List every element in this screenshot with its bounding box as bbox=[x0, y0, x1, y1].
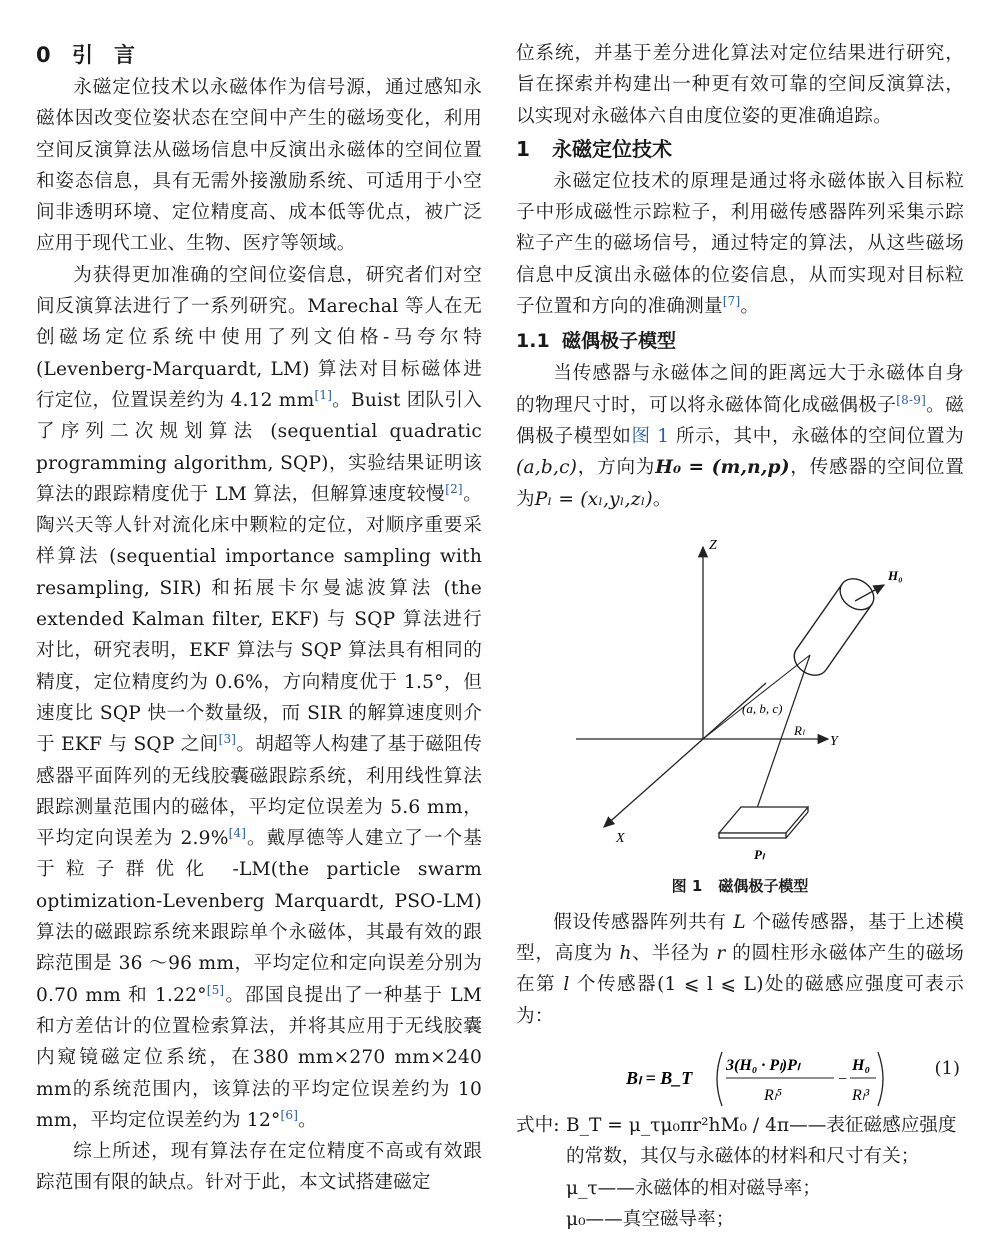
right-column bbox=[516, 38, 964, 1235]
intro-paragraph-3: 综上所述，现有算法存在定位精度不高或有效跟踪范围有限的缺点。针对于此，本文试搭建磁定 bbox=[36, 1141, 482, 1194]
citation[interactable]: [1] bbox=[314, 387, 333, 402]
subsection-heading-1-1 bbox=[516, 324, 964, 358]
citation[interactable]: [6] bbox=[280, 1107, 299, 1122]
section-heading-intro bbox=[36, 38, 482, 72]
text-segment: 的圆柱形永磁体产生的磁场在第 bbox=[516, 943, 964, 996]
text-segment: 为获得更加准确的空间位姿信息，研究者们对空间反演算法进行了一系列研究。Marechal 等人在无创磁场定位系统中使用了列文伯格-马夸尔特 (Levenberg-Marquardt, LM) 算法对目标磁体进行定位，位置误差约为 4.12 mm bbox=[36, 264, 482, 411]
text-segment: 个磁传感器，基于上述模型，高度为 bbox=[516, 911, 964, 965]
figure-dipole-model bbox=[516, 527, 964, 873]
math-direction: H₀ = (m,n,p) bbox=[655, 457, 790, 479]
caption-number: 图 1 bbox=[671, 876, 703, 895]
where-item-mu-0: μ₀——真空磁导率； bbox=[566, 1208, 735, 1230]
equation-denominator-1: Rₗ⁵ bbox=[764, 1087, 782, 1105]
intro-paragraph-continued: 位系统，并基于差分进化算法对定位结果进行研究，旨在探索并构建出一种更有效可靠的空间反演算法，以实现对永磁体六自由度位姿的更准确追踪。 bbox=[516, 43, 964, 127]
citation[interactable]: [4] bbox=[228, 825, 247, 840]
section-number: 0 bbox=[36, 43, 51, 67]
rl-label: Rₗ bbox=[794, 722, 805, 738]
text-segment: 。 bbox=[652, 488, 672, 510]
dipole-diagram bbox=[516, 527, 964, 873]
pl-label: Pₗ bbox=[754, 846, 765, 862]
text-segment: 。邵国良提出了一种基于 LM 和方差估计的位置检索算法，并将其应用于无线胶囊内窥镜磁定位系统，在380 mm×270 mm×240 mm的系统范围内，该算法的平均定位误差约为 10 mm，平均定位误差约为 12° bbox=[36, 984, 482, 1131]
text-segment: 。 bbox=[298, 1109, 317, 1131]
text-segment: 。陶兴天等人针对流化床中颗粒的定位，对顺序重要采样算法 (sequential importance sampling with resampling, SIR) 和拓展卡尔曼滤波算法 (the extended Kalman filter, EKF) 与 SQP 算法进行对比，研究表明，EKF 算法与 SQP 算法具有相同的精度，定位精度约为 0.6%，方向精度优于 1.5°，但速度比 SQP 快一个数量级，而 SIR 的解算速度则介于 EKF 与 SQP 之间 bbox=[36, 483, 482, 756]
equation-lhs: Bₗ = B_T bbox=[626, 1068, 693, 1089]
equation-numerator-1: 3(H₀ · Pₗ)Pₗ bbox=[726, 1057, 800, 1075]
z-axis-label: Z bbox=[709, 537, 717, 553]
text-segment: 。戴厚德等人建立了一个基于粒子群优化 -LM(the particle swarm optimization-Levenberg Marquardt, PSO-LM) 算法的磁跟踪系统来跟踪单个永磁体，其最有效的跟踪范围是 36 ～96 mm，平均定位和定向误差分别为 0.70 mm 和 1.22° bbox=[36, 828, 482, 1006]
text-segment: 、半径为 bbox=[631, 943, 717, 965]
figure-reference-link[interactable]: 图 1 bbox=[631, 425, 670, 447]
citation[interactable]: [2] bbox=[445, 481, 463, 496]
x-axis-label: X bbox=[616, 830, 625, 846]
subsection-paragraph bbox=[516, 358, 964, 514]
figure-caption bbox=[516, 875, 964, 897]
text-segment: ，方向为 bbox=[577, 457, 656, 479]
text-segment: 个传感器(1 ⩽ l ⩽ L)处的磁感应强度可表示为： bbox=[516, 974, 964, 1027]
citation[interactable]: [3] bbox=[218, 732, 237, 747]
equation-denominator-2: Rₗ³ bbox=[852, 1087, 870, 1105]
caption-text: 磁偶极子模型 bbox=[718, 876, 809, 895]
text-segment: 所示，其中，永磁体的空间位置为 bbox=[669, 425, 964, 447]
equation-number: (1) bbox=[934, 1058, 960, 1080]
text-segment: 。Buist 团队引入了序列二次规划算法 (sequential quadratic programming algorithm, SQP)，实验结果证明该算法的跟踪精度优于 LM 算法，但解算速度较慢 bbox=[36, 389, 482, 505]
text-segment: 。 bbox=[740, 296, 760, 318]
math-var: h bbox=[619, 943, 632, 965]
cylinder-magnet bbox=[788, 572, 879, 681]
equation-numerator-2: H₀ bbox=[852, 1057, 871, 1075]
citation[interactable]: [7] bbox=[722, 293, 741, 308]
subsection-title: 磁偶极子模型 bbox=[562, 330, 677, 353]
text-segment: 当传感器与永磁体之间的距离远大于永磁体自身的物理尺寸时，可以将永磁体简化成磁偶极子 bbox=[516, 363, 964, 416]
section-number: 1 bbox=[516, 136, 530, 161]
section-title: 永磁定位技术 bbox=[552, 136, 672, 161]
math-var: r bbox=[716, 943, 726, 965]
left-column bbox=[36, 38, 482, 1199]
y-axis-label: Y bbox=[830, 733, 838, 749]
text-segment: ，传感器的空间位置为 bbox=[516, 457, 965, 510]
intro-paragraph-2 bbox=[36, 260, 482, 1136]
section1-paragraph bbox=[516, 166, 964, 322]
math-var: l bbox=[563, 974, 570, 996]
intro-paragraph-1: 永磁定位技术以永磁体作为信号源，通过感知永磁体因改变位姿状态在空间中产生的磁场变化，利用空间反演算法从磁场信息中反演出永磁体的空间位置和姿态信息，具有无需外接激励系统、可适用于小空间非透明环境、定位精度高、成本低等优点，被广泛应用于现代工业、生物、医疗等领域。 bbox=[36, 77, 482, 255]
citation[interactable]: [5] bbox=[206, 982, 225, 997]
where-block bbox=[516, 1110, 964, 1173]
math-sensor-position: Pₗ = (xₗ,yₗ,zₗ) bbox=[534, 488, 653, 510]
abc-label: (a, b, c) bbox=[742, 700, 783, 716]
section-title: 引 言 bbox=[72, 43, 135, 67]
subsection-number: 1.1 bbox=[516, 330, 550, 353]
model-paragraph bbox=[516, 907, 964, 1032]
equation-minus: − bbox=[838, 1071, 848, 1089]
x-axis bbox=[604, 739, 703, 827]
where-label: 式中: bbox=[516, 1115, 560, 1137]
sensor-plate bbox=[719, 807, 808, 838]
citation[interactable]: [8-9] bbox=[896, 392, 926, 407]
text-segment: 。胡超等人构建了基于磁阻传感器平面阵列的无线胶囊磁跟踪系统，利用线性算法跟踪测量范围内的磁体，平均定位误差为 5.6 mm，平均定向误差为 2.9% bbox=[36, 734, 482, 850]
text-segment: 永磁定位技术的原理是通过将永磁体嵌入目标粒子中形成磁性示踪粒子，利用磁传感器阵列采集示踪粒子产生的磁场信号，通过特定的算法，从这些磁场信息中反演出永磁体的位姿信息，从而实现对目标粒子位置和方向的准确测量 bbox=[516, 170, 964, 318]
text-segment: 。磁偶极子模型如 bbox=[516, 394, 964, 447]
math-position: (a,b,c) bbox=[516, 457, 578, 479]
equation-svg bbox=[626, 1046, 886, 1112]
h0-label: H₀ bbox=[888, 567, 903, 583]
equation-1 bbox=[516, 1040, 964, 1108]
where-item-mu-tau: μ_τ——永磁体的相对磁导率； bbox=[566, 1177, 821, 1199]
math-var: L bbox=[733, 911, 746, 933]
section-heading-1 bbox=[516, 132, 964, 166]
text-segment: 假设传感器阵列共有 bbox=[553, 911, 734, 933]
where-item-bt: B_T = μ_τμ₀πr²hM₀ / 4π——表征磁感应强度的常数，其仅与永磁体的材料和尺寸有关； bbox=[566, 1115, 957, 1168]
